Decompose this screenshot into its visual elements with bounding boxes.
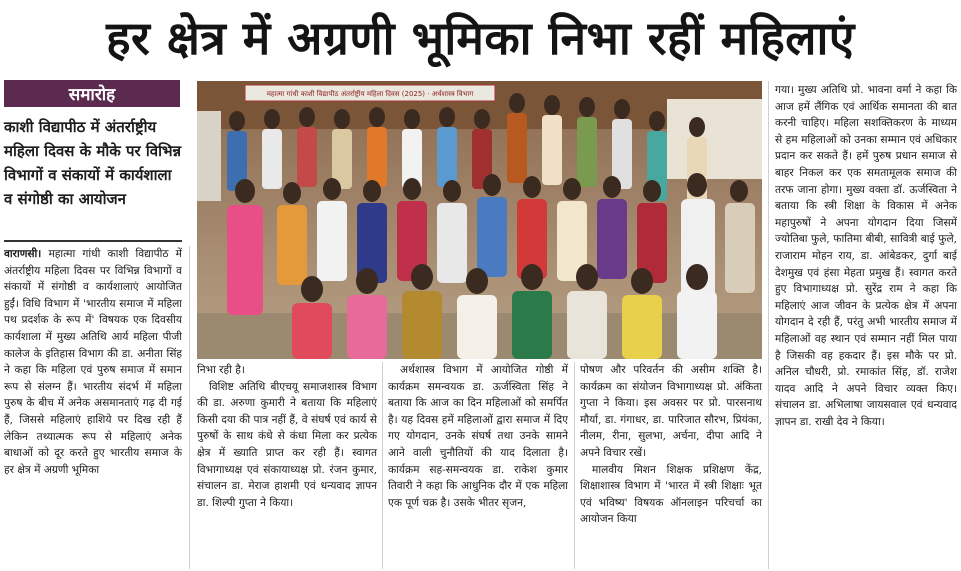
article-column-4 <box>580 362 762 569</box>
column-4-paragraph: मालवीय मिशन शिक्षक प्रशिक्षण केंद्र, शिक्षाशास्त्र विभाग में 'भारत में स्त्री शिक्षाः भूत एवं भविष्य' विषयक ऑनलाइन परिचर्चा का आयोजन किया <box>580 463 762 526</box>
column-divider <box>189 246 190 569</box>
group-photo-illustration <box>197 81 762 359</box>
column-2-paragraph: विशिष्ट अतिथि बीएचयू समाजशास्त्र विभाग की डा. अरुणा कुमारी ने बताया कि महिलाएं किसी दया की पात्र नहीं हैं, वे संघर्ष एवं कार्य से पुरुषों के साथ कंधे से कंधा मिला कर प्रत्येक क्षेत्र में ख्याति प्राप्त कर रही हैं। स्वागत विभागाध्यक्ष एवं संकायाध्यक्ष प्रो. रंजन कुमार, संचालन डा. मेराज हाशमी एवं धन्यवाद ज्ञापन डा. शिल्पी गुप्ता ने किया। <box>197 380 377 509</box>
dateline: वाराणसी। <box>4 248 42 260</box>
column-3-paragraph: अर्थशास्त्र विभाग में आयोजित गोष्ठी में कार्यक्रम समन्वयक डा. ऊर्जस्विता सिंह ने बताया कि आज का दिन महिलाओं को समर्पित है। यह दिवस हमें महिलाओं द्वारा समाज में दिए गए योगदान, उनके संघर्ष तथा उनके सामने आने वाली चुनौतियों की याद दिलाता है। कार्यक्रम सह-समन्वयक डा. राकेश कुमार तिवारी ने कहा कि आधुनिक दौर में एक महिला एक पूर्ण चक्र है। उसके भीतर सृजन, <box>388 364 568 509</box>
column-1-paragraph: महात्मा गांधी काशी विद्यापीठ में अंतर्राष्ट्रीय महिला दिवस पर विभिन्न विभागों व संकायों में संगोष्ठी व कार्यशालाएं आयोजित हुईं। विधि विभाग में 'भारतीय समाज में महिला पथ प्रदर्शक के रूप में' विषयक एक दिवसीय कार्यशाला में मुख्य अतिथि आर्य महिला पीजी कालेज के इतिहास विभाग की डा. अनीता सिंह ने कहा कि महिला एवं पुरुष समाज में समान रूप से संलग्न हैं। भारतीय संदर्भ में महिला पुरुष के बीच में अनेक असमानताएं गढ़ दी गई हैं, जिससे महिलाएं हाशिये पर दिख रही हैं लेकिन तथ्यात्मक रूप से महिलाएं अनेक बाधाओं को दूर करते हुए भारतीय समाज के हर क्षेत्र में अग्रणी भूमिका <box>4 248 182 476</box>
group-photo <box>197 81 762 359</box>
article-column-1 <box>4 246 182 569</box>
subheadline: काशी विद्यापीठ में अंतर्राष्ट्रीय महिला दिवस के मौके पर विभिन्न विभागों व संकायों में कार्यशाला व संगोष्ठी का आयोजन <box>4 118 182 208</box>
headline: हर क्षेत्र में अग्रणी भूमिका निभा रहीं महिलाएं <box>106 11 855 65</box>
photo-banner: महात्मा गांधी काशी विद्यापीठ अंतर्राष्ट्रीय महिला दिवस (2025) · अर्थशास्त्र विभाग <box>266 90 474 98</box>
column-2-paragraph: निभा रही है। <box>197 364 245 376</box>
column-divider <box>574 362 575 569</box>
article-column-3 <box>388 362 568 569</box>
article-column-2 <box>197 362 377 569</box>
column-divider <box>382 362 383 569</box>
column-5-paragraph: गया। मुख्य अतिथि प्रो. भावना वर्मा ने कहा कि आज हमें लैंगिक एवं आर्थिक समानता की बात करनी चाहिए। महिला सशक्तिकरण के माध्यम से हम महिलाओं को उनका सम्मान एवं अधिकार प्रदान कर सकते हैं। हमें पुरुष प्रधान समाज से बाहर निकल कर एक समतामूलक समाज की तरफ जाना होगा। मुख्य वक्ता डॉ. ऊर्जस्विता ने बताया कि स्त्री शिक्षा के विकास में अनेक महापुरुषों ने अपना योगदान दिया जिसमें ज्योतिबा फुले, फातिमा बीबी, सावित्री बाई फुले, राजाराम मोहन राय, डा. आंबेडकर, दुर्गा बाई देशमुख एवं हंसा मेहता प्रमुख हैं। स्वागत करते हुए विभागाध्यक्ष प्रो. सुरेंद्र राम ने कहा कि महिलाएं आज जीवन के प्रत्येक क्षेत्र में अपना योगदान दे रही हैं, परंतु अभी भारतीय समाज में महिलाओं वह स्थान एवं सम्मान नहीं मिल पाया है जिसकी वह हकदार हैं। इस मौके पर प्रो. अनिल चौधरी, प्रो. रमाकांत सिंह, डॉ. राजेश यादव आदि ने अपने विचार व्यक्त किए। संचालन डा. अभिलाषा जायसवाल एवं धन्यवाद ज्ञापन डा. राखी देव ने किया। <box>775 84 957 428</box>
article-column-5 <box>775 82 957 569</box>
column-divider <box>768 81 769 569</box>
section-kicker: समारोह <box>4 80 180 107</box>
subhead-divider <box>4 240 182 242</box>
column-4-paragraph: पोषण और परिवर्तन की असीम शक्ति है। कार्यक्रम का संयोजन विभागाध्यक्ष प्रो. अंकिता गुप्ता ने किया। इस अवसर पर प्रो. पारसनाथ मौर्या, डा. गंगाधर, डा. पारिजात सौरभ, प्रियंका, नीलम, रीना, सुलभा, अर्चना, दीपा आदि ने अपने विचार रखें। <box>580 364 762 459</box>
